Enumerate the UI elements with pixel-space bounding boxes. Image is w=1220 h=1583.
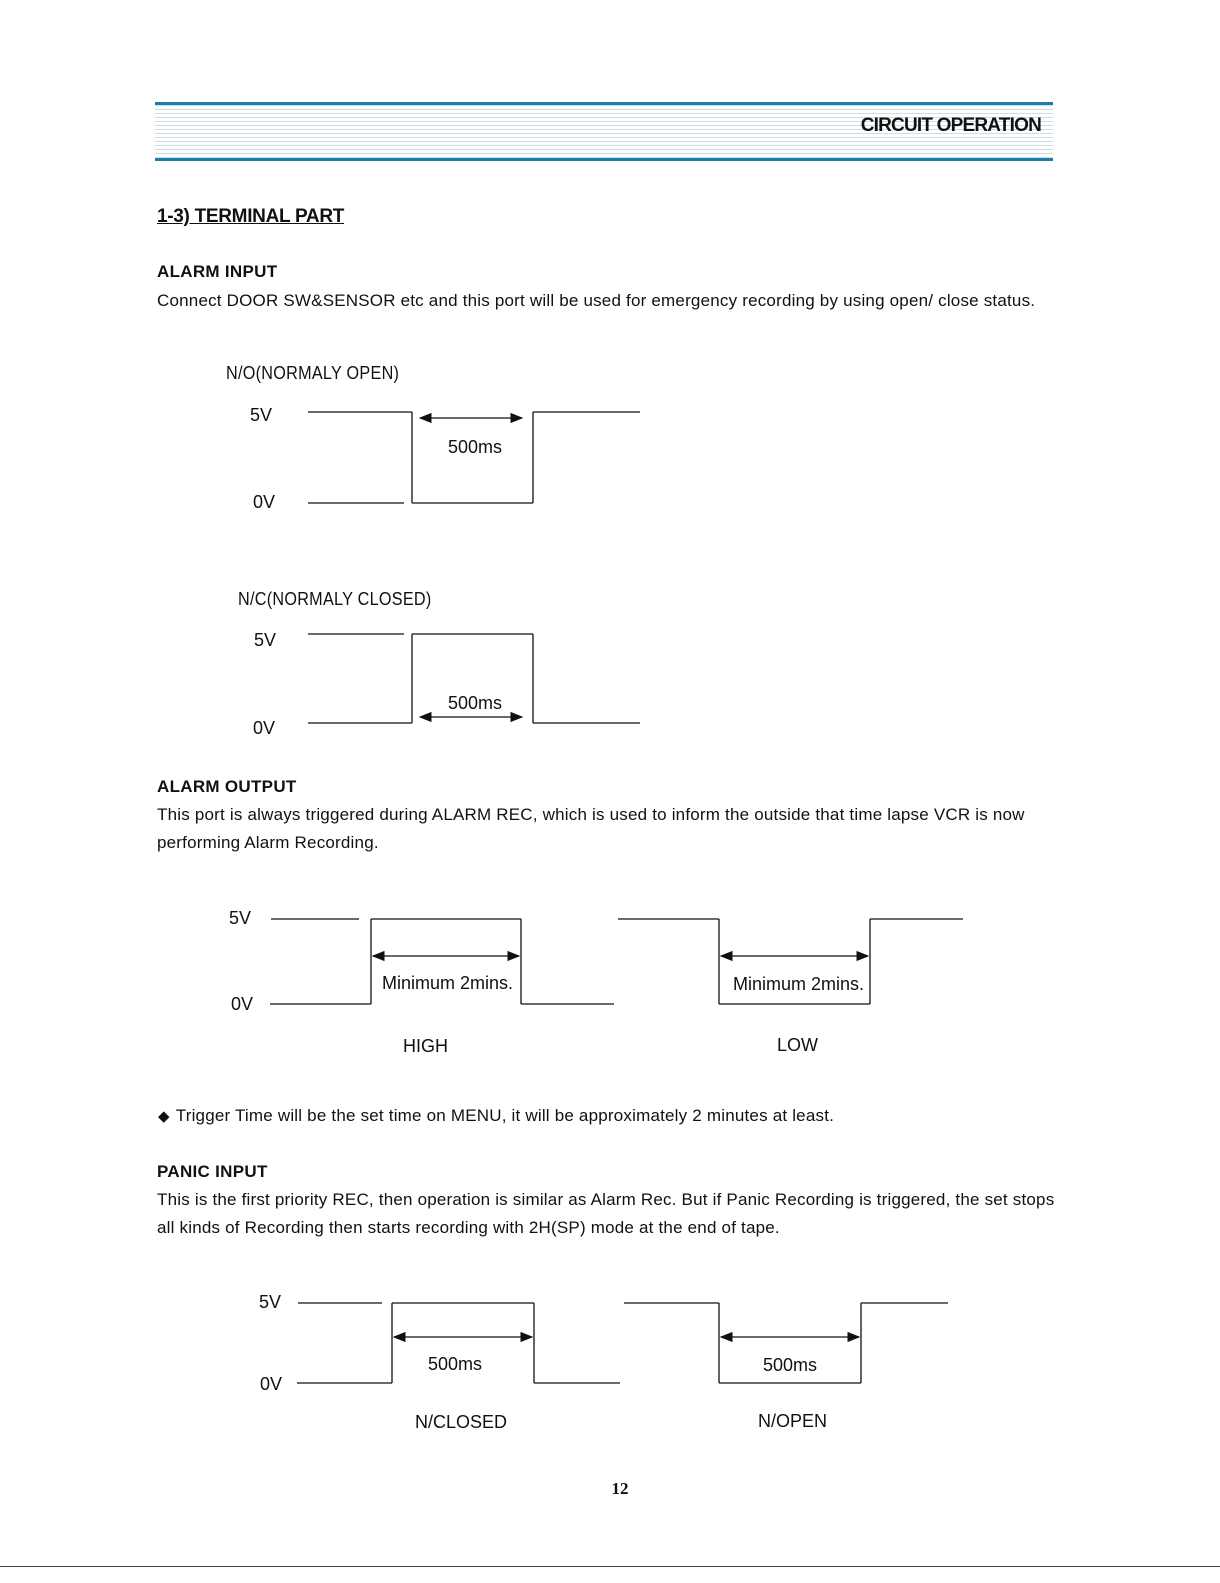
panic-left-duration: 500ms — [428, 1354, 483, 1374]
no-duration-label: 500ms — [448, 437, 503, 457]
alarm-input-text: Connect DOOR SW&SENSOR etc and this port will be used for emergency recording by using open/ close status. — [157, 291, 1036, 310]
panic-input-text: This is the first priority REC, then operation is similar as Alarm Rec. But if Panic Recording is triggered, the set stops all kinds of Recording then starts recording with 2H(SP) mode at the end of tape. — [157, 1190, 1055, 1237]
nc-high-label: 5V — [254, 630, 277, 650]
alarm-output-text: This port is always triggered during ALARM REC, which is used to inform the outside that time lapse VCR is now performing Alarm Recording. — [157, 805, 1025, 852]
diamond-bullet-icon: ◆ — [158, 1108, 170, 1125]
nc-diagram-title: N/C(NORMALY CLOSED) — [238, 589, 432, 609]
alarm-input-heading: ALARM INPUT — [157, 262, 278, 281]
no-low-label: 0V — [253, 492, 276, 512]
section-title: 1-3) TERMINAL PART — [157, 206, 345, 227]
alarm-output-heading: ALARM OUTPUT — [157, 777, 297, 796]
alarm-output-right-duration: Minimum 2mins. — [733, 974, 865, 994]
panic-right-caption: N/OPEN — [758, 1411, 828, 1431]
panic-input-heading: PANIC INPUT — [157, 1162, 268, 1181]
trigger-time-note-text: Trigger Time will be the set time on MENU, it will be approximately 2 minutes at least. — [175, 1106, 835, 1125]
alarm-output-right-caption: LOW — [777, 1035, 819, 1055]
panic-high-label: 5V — [259, 1292, 282, 1312]
bottom-rule — [0, 1566, 1220, 1567]
nc-duration-label: 500ms — [448, 693, 503, 713]
no-diagram-title: N/O(NORMALY OPEN) — [226, 363, 400, 383]
panic-right-duration: 500ms — [763, 1355, 818, 1375]
alarm-output-left-duration: Minimum 2mins. — [382, 973, 514, 993]
alarm-output-high-label: 5V — [229, 908, 252, 928]
alarm-output-low-label: 0V — [231, 994, 254, 1014]
nc-low-label: 0V — [253, 718, 276, 738]
no-high-label: 5V — [250, 405, 273, 425]
page-number: 12 — [611, 1479, 629, 1498]
panic-low-label: 0V — [260, 1374, 283, 1394]
alarm-output-left-caption: HIGH — [403, 1036, 448, 1056]
header-title: CIRCUIT OPERATION — [860, 115, 1041, 136]
panic-left-caption: N/CLOSED — [415, 1412, 508, 1432]
